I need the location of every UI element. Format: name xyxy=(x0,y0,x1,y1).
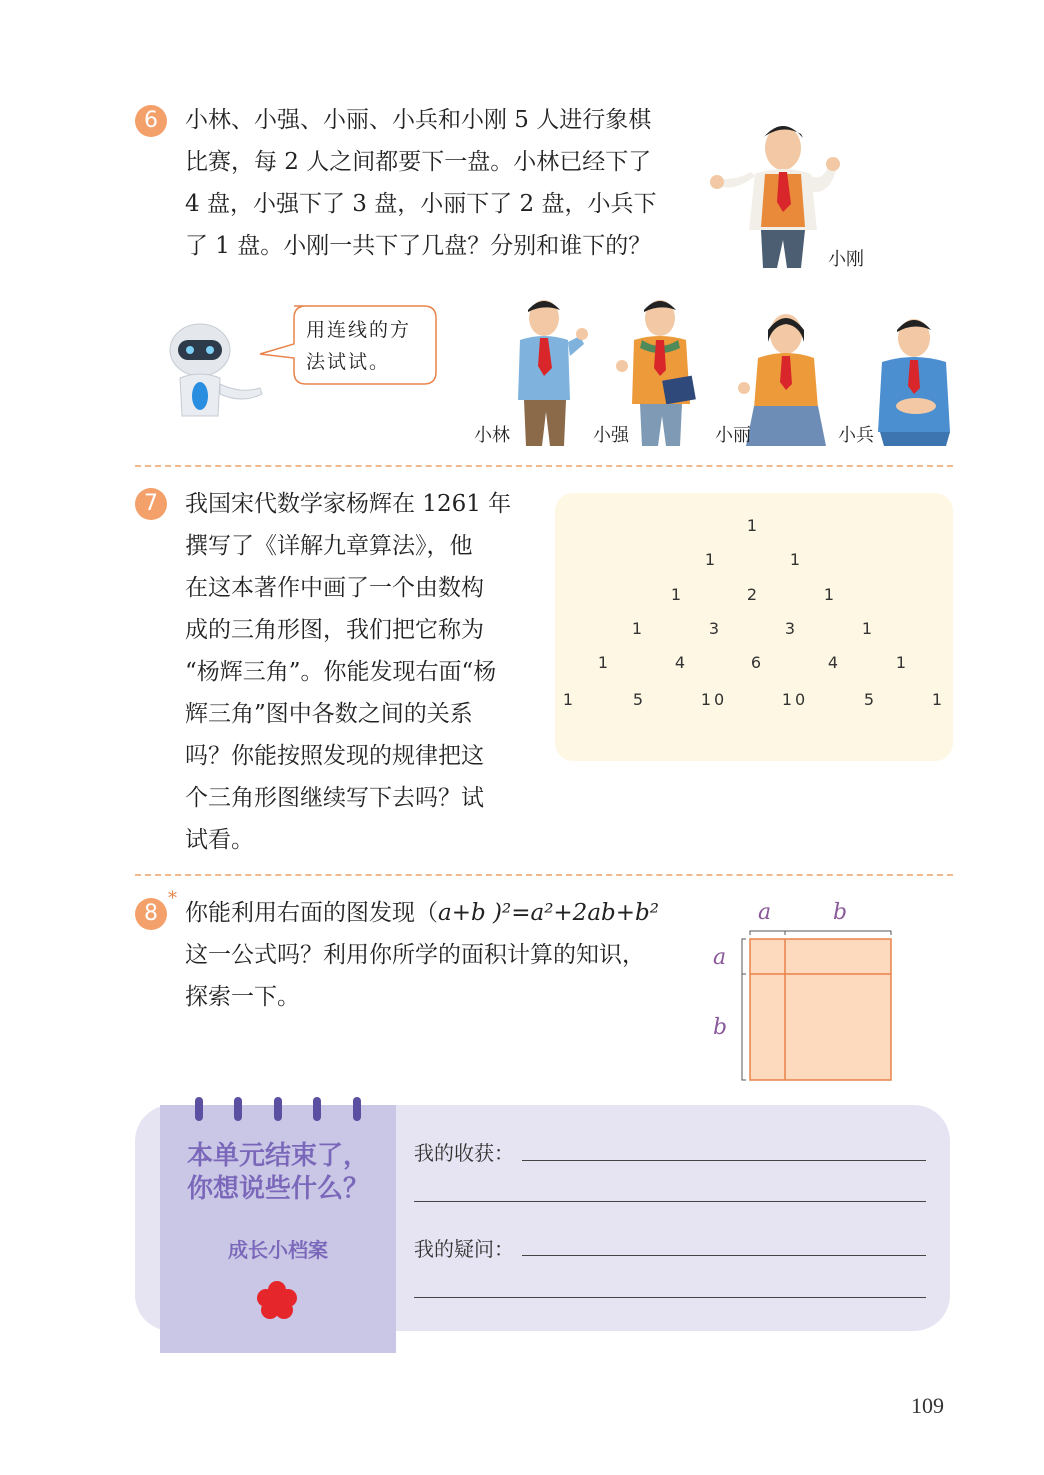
boy-xiaogang-illustration xyxy=(705,112,845,272)
triangle-number: 1 xyxy=(861,619,873,638)
flower-icon xyxy=(256,1280,298,1320)
my-questions-line-2[interactable] xyxy=(414,1297,926,1298)
section-divider-1 xyxy=(135,465,953,467)
triangle-number: 1 xyxy=(631,619,643,638)
triangle-number: 3 xyxy=(708,619,720,638)
square-area-diagram xyxy=(735,925,897,1085)
problem-8-line-3: 探索一下。 xyxy=(185,984,300,1010)
name-label-xiaoli: 小丽 xyxy=(715,425,751,446)
triangle-number: 1 xyxy=(746,516,758,535)
page-number: 109 xyxy=(911,1393,944,1418)
triangle-number: 1 xyxy=(823,585,835,604)
label-top-b: b xyxy=(833,900,848,925)
problem-8-formula: a+b )²=a²+2ab+b² xyxy=(438,900,659,926)
growth-title-line-2: 你想说些什么？ xyxy=(186,1174,369,1204)
triangle-number: 5 xyxy=(632,690,644,709)
triangle-number: 2 xyxy=(746,585,758,604)
my-gains-line-1[interactable] xyxy=(522,1160,926,1161)
binder-ring xyxy=(313,1097,321,1121)
name-label-xiaolin: 小林 xyxy=(474,425,510,446)
triangle-number: 6 xyxy=(750,653,762,672)
problem-7-number: 7 xyxy=(135,488,167,520)
my-gains-line-2[interactable] xyxy=(414,1201,926,1202)
label-left-b: b xyxy=(713,1015,728,1040)
problem-8-line-1 xyxy=(185,892,659,934)
problem-6-line-2: 比赛，每 2 人之间都要下一盘。小林已经下了 xyxy=(185,149,652,175)
problem-6-text xyxy=(185,99,656,267)
problem-6-line-4: 了 1 盘。小刚一共下了几盘？分别和谁下的？ xyxy=(185,233,652,259)
binder-ring xyxy=(234,1097,242,1121)
triangle-number: 4 xyxy=(827,653,839,672)
problem-7-line-4: 成的三角形图，我们把它称为 xyxy=(185,617,484,643)
triangle-number: 5 xyxy=(863,690,875,709)
my-questions-line-1[interactable] xyxy=(522,1255,926,1256)
growth-title xyxy=(160,1140,396,1206)
name-label-xiaobing: 小兵 xyxy=(838,425,874,446)
robot-hint-line-1: 用连线的方 xyxy=(306,319,412,341)
triangle-number: 1 xyxy=(931,690,943,709)
triangle-number: 1 xyxy=(789,550,801,569)
boy-xiaolin-illustration xyxy=(510,296,590,448)
problem-7-line-9: 试看。 xyxy=(185,827,254,853)
problem-8-text xyxy=(185,892,659,1018)
triangle-number: 4 xyxy=(674,653,686,672)
my-gains-label: 我的收获： xyxy=(414,1141,514,1165)
name-label-xiaoqiang: 小强 xyxy=(593,425,629,446)
triangle-number: 1 xyxy=(597,653,609,672)
problem-6-number: 6 xyxy=(135,105,167,137)
problem-8-line-2: 这一公式吗？利用你所学的面积计算的知识， xyxy=(185,942,645,968)
growth-title-line-1: 本单元结束了， xyxy=(186,1141,369,1171)
triangle-number: 10 xyxy=(700,690,728,709)
problem-7-line-3: 在这本著作中画了一个由数构 xyxy=(185,575,484,601)
section-divider-2 xyxy=(135,874,953,876)
binder-ring xyxy=(274,1097,282,1121)
triangle-number: 1 xyxy=(895,653,907,672)
problem-6-line-3: 4 盘，小强下了 3 盘，小丽下了 2 盘，小兵下 xyxy=(185,191,657,217)
problem-7-line-5: “杨辉三角”。你能发现右面“杨 xyxy=(185,659,497,685)
robot-hint-line-2: 法试试。 xyxy=(306,351,391,373)
problem-7-text xyxy=(185,483,511,861)
problem-7-line-7: 吗？你能按照发现的规律把这 xyxy=(185,743,484,769)
triangle-number: 1 xyxy=(670,585,682,604)
problem-8-number: 8 xyxy=(135,898,167,930)
triangle-number: 3 xyxy=(784,619,796,638)
optional-star-mark: * xyxy=(168,888,177,909)
boy-xiaobing-illustration xyxy=(870,314,960,448)
robot-hint-text xyxy=(306,314,411,378)
problem-6-line-1: 小林、小强、小丽、小兵和小刚 5 人进行象棋 xyxy=(185,107,652,133)
problem-7-line-8: 个三角形图继续写下去吗？试 xyxy=(185,785,484,811)
label-left-a: a xyxy=(713,945,727,970)
name-label-xiaogang: 小刚 xyxy=(828,249,864,270)
label-top-a: a xyxy=(758,900,772,925)
binder-ring xyxy=(195,1097,203,1121)
problem-7-line-1: 我国宋代数学家杨辉在 1261 年 xyxy=(185,491,512,517)
problem-7-line-6: 辉三角”图中各数之间的关系 xyxy=(185,701,473,727)
triangle-number: 1 xyxy=(704,550,716,569)
problem-8-line-1-prefix: 你能利用右面的图发现（ xyxy=(185,900,438,926)
yanghui-triangle-panel xyxy=(555,493,953,761)
binder-ring xyxy=(353,1097,361,1121)
my-questions-label: 我的疑问： xyxy=(414,1237,514,1261)
growth-subtitle: 成长小档案 xyxy=(228,1238,328,1262)
problem-7-line-2: 撰写了《详解九章算法》，他 xyxy=(185,533,473,559)
triangle-number: 10 xyxy=(781,690,809,709)
robot-illustration xyxy=(160,318,270,420)
triangle-number: 1 xyxy=(562,690,574,709)
